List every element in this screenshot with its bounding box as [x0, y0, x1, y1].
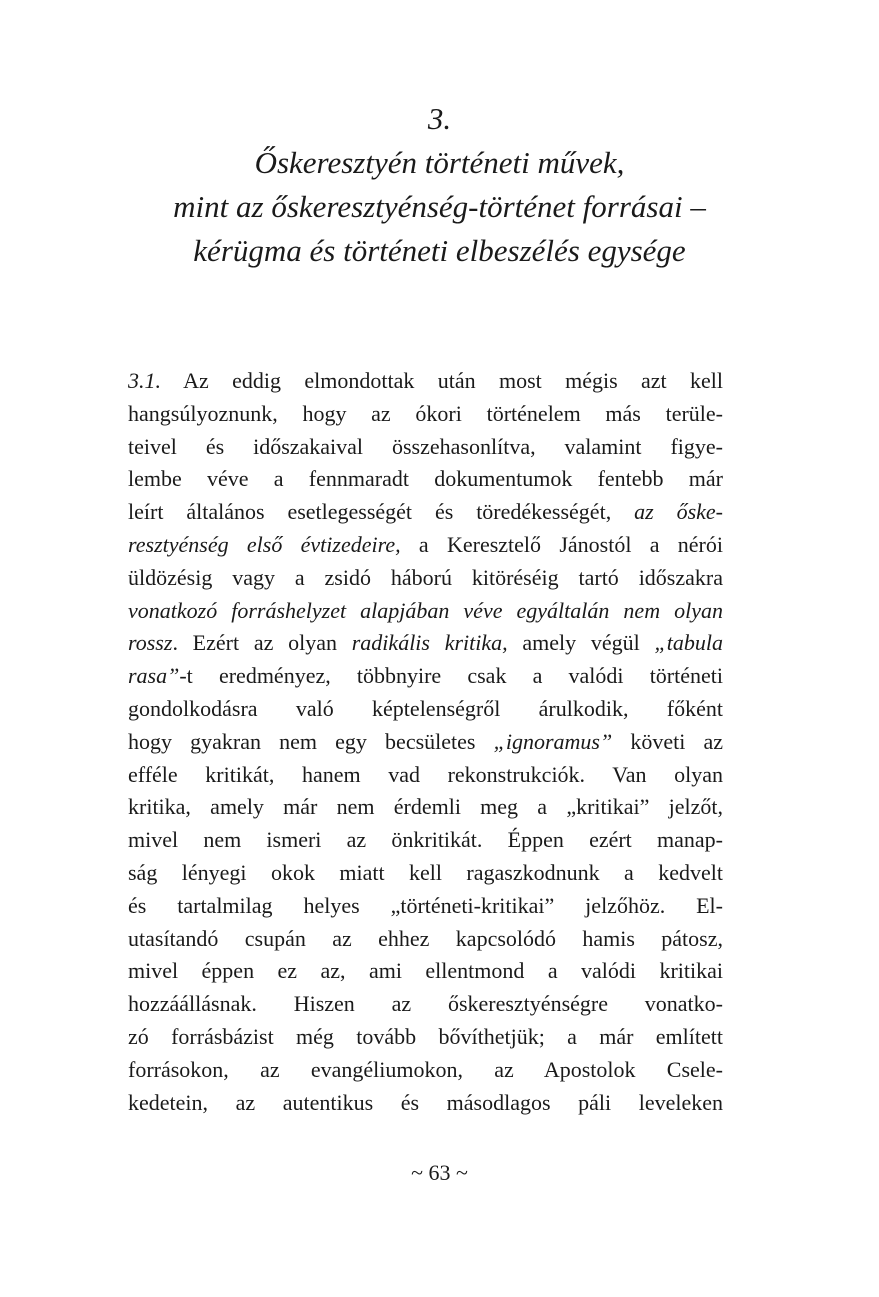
italic-text-run: „ignoramus” [493, 728, 613, 754]
italic-text-run: resztyénség első évtizedeire, [128, 531, 401, 557]
page-number: ~ 63 ~ [411, 1160, 468, 1185]
chapter-number: 3. [427, 101, 452, 136]
chapter-title-line-2: mint az őskeresztyénség-történet forrásai – [173, 189, 706, 224]
text-line [128, 365, 723, 398]
text-run: amely végül [507, 630, 655, 656]
text-run: teivel és időszakaival összehasonlítva, valamint figye- [128, 433, 723, 459]
text-line [128, 595, 723, 628]
text-run: hangsúlyoznunk, hogy az ókori történelem más terüle- [128, 400, 723, 426]
text-run: és tartalmilag helyes „történeti-kritikai” jelzőhöz. El- [128, 892, 723, 918]
body-paragraph [128, 365, 723, 1119]
text-run: leírt általános esetlegességét és töredékességét, [128, 499, 635, 525]
text-line [128, 955, 723, 988]
text-line [128, 1087, 723, 1120]
chapter-heading [100, 97, 779, 273]
chapter-title-line-1: Őskeresztyén történeti művek, [254, 145, 625, 180]
text-line [128, 824, 723, 857]
text-run: zó forrásbázist még tovább bővíthetjük; a már említett [128, 1023, 723, 1049]
italic-text-run: az őske- [634, 499, 723, 525]
text-run: hozzáállásnak. Hiszen az őskeresztyénségre vonatko- [128, 991, 723, 1017]
text-run: kedetein, az autentikus és másodlagos páli leveleken [128, 1089, 723, 1115]
text-run: forrásokon, az evangéliumokon, az Apostolok Csele- [128, 1056, 723, 1082]
text-line [128, 1054, 723, 1087]
text-run: gondolkodásra való képtelenségről árulkodik, főként [128, 695, 723, 721]
italic-text-run: radikális kritika, [351, 630, 508, 656]
text-run: utasítandó csupán az ehhez kapcsolódó hamis pátosz, [128, 925, 723, 951]
text-line [128, 923, 723, 956]
text-line [128, 726, 723, 759]
text-line [128, 496, 723, 529]
text-line [128, 890, 723, 923]
text-line [128, 857, 723, 890]
text-run: mivel nem ismeri az önkritikát. Éppen ezért manap- [128, 827, 723, 853]
text-run: a Keresztelő Jánostól a nérói [400, 531, 723, 557]
text-line [128, 398, 723, 431]
text-run: efféle kritikát, hanem vad rekonstrukciók. Van olyan [128, 761, 723, 787]
text-line [128, 562, 723, 595]
chapter-title-line-3: kérügma és történeti elbeszélés egysége [193, 233, 686, 268]
text-line [128, 431, 723, 464]
text-run: -t eredményez, többnyire csak a valódi történeti [179, 663, 723, 689]
text-line [128, 529, 723, 562]
text-run: ság lényegi okok miatt kell ragaszkodnunk a kedvelt [128, 859, 723, 885]
italic-text-run: „tabula [654, 630, 723, 656]
text-line [128, 693, 723, 726]
text-line [128, 660, 723, 693]
italic-text-run: rasa” [128, 663, 180, 689]
text-run: kritika, amely már nem érdemli meg a „kritikai” jelzőt, [128, 794, 723, 820]
text-run: követi az [612, 728, 723, 754]
italic-text-run: rossz [128, 630, 173, 656]
text-run: üldözésig vagy a zsidó háború kitöréséig tartó időszakra [128, 564, 723, 590]
text-run: Az eddig elmondottak után most mégis azt kell [161, 368, 723, 393]
text-line [128, 463, 723, 496]
text-run: mivel éppen ez az, ami ellentmond a valódi kritikai [128, 958, 723, 984]
text-run: hogy gyakran nem egy becsületes [128, 728, 494, 754]
text-line [128, 988, 723, 1021]
text-line [128, 791, 723, 824]
text-run: . Ezért az olyan [172, 630, 352, 656]
text-line [128, 1021, 723, 1054]
italic-text-run: vonatkozó forráshelyzet alapjában véve egyáltalán nem olyan [128, 597, 723, 623]
text-run: lembe véve a fennmaradt dokumentumok fentebb már [128, 466, 723, 492]
italic-text-run: 3.1. [128, 368, 161, 393]
text-line [128, 759, 723, 792]
text-line [128, 627, 723, 660]
